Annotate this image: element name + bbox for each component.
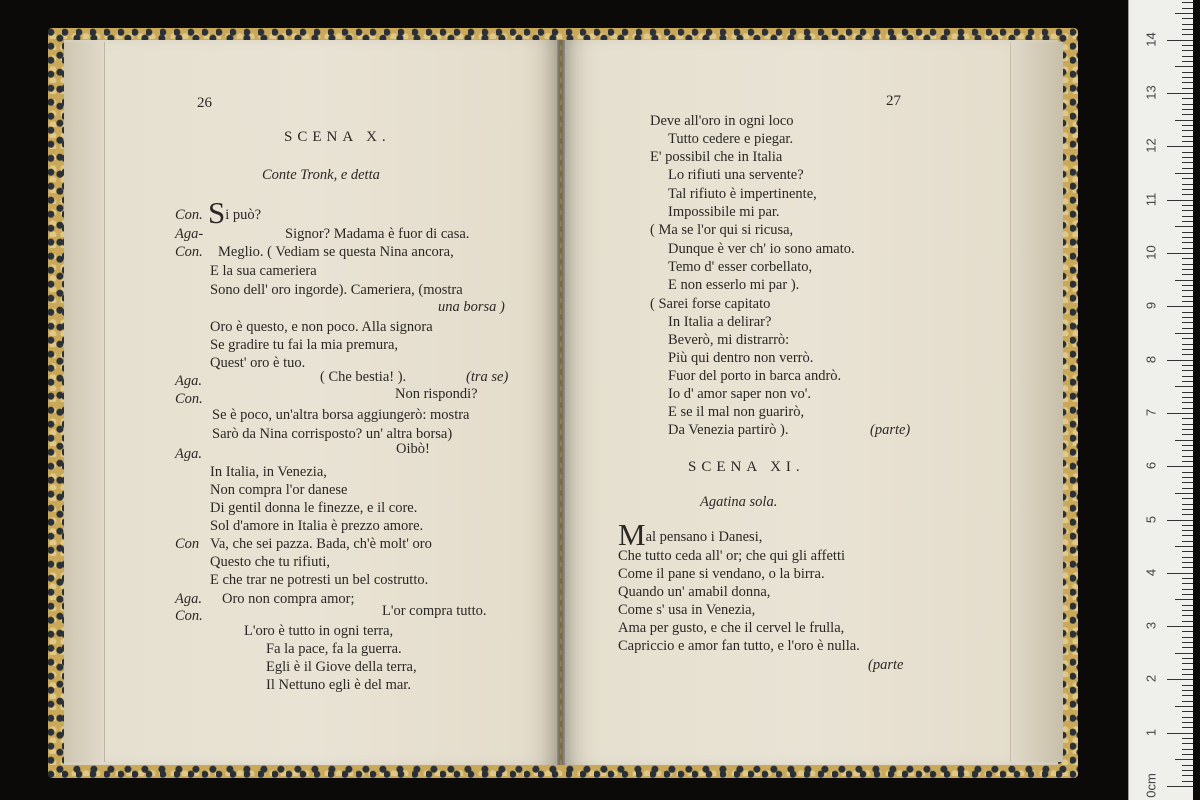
ruler-tick bbox=[1167, 626, 1193, 627]
ruler-tick bbox=[1182, 349, 1193, 350]
ruler-tick bbox=[1182, 77, 1193, 78]
ruler-tick bbox=[1182, 450, 1193, 451]
verse-line: Oibò! bbox=[396, 441, 430, 457]
verse-line: Come il pane si vendano, o la birra. bbox=[618, 566, 825, 582]
ruler-tick bbox=[1182, 738, 1193, 739]
verse-line: Impossibile mi par. bbox=[668, 204, 780, 220]
ruler-tick bbox=[1182, 114, 1193, 115]
ruler-tick bbox=[1182, 45, 1193, 46]
ruler-tick bbox=[1167, 679, 1193, 680]
ruler-number: 0cm bbox=[1143, 773, 1159, 798]
ruler-tick bbox=[1182, 461, 1193, 462]
scene-heading-right: SCENA XI. bbox=[688, 459, 805, 475]
ruler-tick bbox=[1175, 13, 1193, 14]
ruler-tick bbox=[1167, 360, 1193, 361]
ruler-tick bbox=[1182, 498, 1193, 499]
ruler-tick bbox=[1167, 573, 1193, 574]
ruler-tick bbox=[1182, 88, 1193, 89]
speaker-label: Aga. bbox=[175, 446, 202, 462]
verse-line: Fuor del porto in barca andrò. bbox=[668, 368, 842, 384]
verse-line: Tutto cedere e piegar. bbox=[668, 131, 794, 147]
ruler-tick bbox=[1182, 418, 1193, 419]
ruler-tick bbox=[1182, 178, 1193, 179]
ruler-tick bbox=[1182, 205, 1193, 206]
verse-line: Non rispondi? bbox=[395, 386, 478, 402]
verse-line: Oro non compra amor; bbox=[222, 591, 355, 607]
ruler-tick bbox=[1182, 615, 1193, 616]
ruler-tick bbox=[1182, 365, 1193, 366]
ruler-tick bbox=[1182, 631, 1193, 632]
ruler-tick bbox=[1182, 610, 1193, 611]
ruler-tick bbox=[1182, 264, 1193, 265]
ruler-tick bbox=[1175, 173, 1193, 174]
ruler-tick bbox=[1175, 493, 1193, 494]
ruler-tick bbox=[1182, 82, 1193, 83]
ruler-tick bbox=[1182, 194, 1193, 195]
ruler-tick bbox=[1182, 162, 1193, 163]
ruler-tick bbox=[1167, 733, 1193, 734]
verse-line: Temo d' esser corbellato, bbox=[668, 259, 813, 275]
speaker-label: Con. bbox=[175, 608, 203, 624]
ruler-number: 10 bbox=[1143, 245, 1159, 260]
ruler-tick bbox=[1182, 29, 1193, 30]
ruler-tick bbox=[1182, 472, 1193, 473]
ruler-tick bbox=[1182, 237, 1193, 238]
ruler-tick bbox=[1182, 482, 1193, 483]
ruler-tick bbox=[1182, 136, 1193, 137]
measuring-ruler bbox=[1128, 0, 1193, 800]
ruler-tick bbox=[1182, 557, 1193, 558]
ruler-tick bbox=[1182, 354, 1193, 355]
verse-line: Di gentil donna le finezze, e il core. bbox=[210, 500, 418, 516]
ruler-tick bbox=[1182, 781, 1193, 782]
ruler-number: 8 bbox=[1143, 355, 1159, 363]
verse-line: ( Ma se l'or qui si ricusa, bbox=[650, 222, 794, 238]
speaker-label: Con bbox=[175, 536, 200, 552]
ruler-tick bbox=[1182, 2, 1193, 3]
ruler-tick bbox=[1175, 706, 1193, 707]
ruler-tick bbox=[1182, 509, 1193, 510]
verse-line: Fa la pace, fa la guerra. bbox=[266, 641, 402, 657]
ruler-tick bbox=[1182, 285, 1193, 286]
ruler-tick bbox=[1182, 24, 1193, 25]
speaker-label: Aga. bbox=[175, 373, 202, 389]
ruler-tick bbox=[1175, 653, 1193, 654]
ruler-tick bbox=[1175, 386, 1193, 387]
ruler-tick bbox=[1182, 695, 1193, 696]
ruler-tick bbox=[1182, 743, 1193, 744]
verse-line: E che trar ne potresti un bel costrutto. bbox=[210, 572, 429, 588]
ruler-number: 11 bbox=[1143, 192, 1159, 206]
verse-line: Sol d'amore in Italia è prezzo amore. bbox=[210, 518, 424, 534]
scene-subheading-left: Conte Tronk, e detta bbox=[262, 167, 380, 183]
ruler-tick bbox=[1182, 445, 1193, 446]
ruler-tick bbox=[1182, 221, 1193, 222]
ruler-tick bbox=[1182, 488, 1193, 489]
ruler-tick bbox=[1182, 290, 1193, 291]
stage-direction: (tra se) bbox=[466, 369, 509, 385]
ruler-tick bbox=[1182, 157, 1193, 158]
verse-line: Che tutto ceda all' or; che qui gli affetti bbox=[618, 548, 846, 564]
ruler-number: 14 bbox=[1143, 32, 1159, 47]
verse-line: Mal pensano i Danesi, bbox=[618, 517, 763, 552]
ruler-tick bbox=[1182, 621, 1193, 622]
ruler-tick bbox=[1182, 637, 1193, 638]
ruler-tick bbox=[1182, 669, 1193, 670]
ruler-tick bbox=[1175, 333, 1193, 334]
verse-line: In Italia, in Venezia, bbox=[210, 464, 327, 480]
ruler-number: 1 bbox=[1143, 728, 1159, 736]
ruler-tick bbox=[1182, 642, 1193, 643]
ruler-tick bbox=[1182, 109, 1193, 110]
ruler-tick bbox=[1182, 72, 1193, 73]
ruler-tick bbox=[1182, 248, 1193, 249]
ruler-tick bbox=[1182, 258, 1193, 259]
ruler-tick bbox=[1182, 392, 1193, 393]
ruler-tick bbox=[1182, 344, 1193, 345]
ruler-tick bbox=[1182, 658, 1193, 659]
verse-line: Dunque è ver ch' io sono amato. bbox=[668, 241, 855, 257]
ruler-tick bbox=[1182, 328, 1193, 329]
ruler-number: 12 bbox=[1143, 138, 1159, 154]
ruler-tick bbox=[1182, 578, 1193, 579]
verse-line: Questo che tu rifiuti, bbox=[210, 554, 331, 570]
ruler-tick bbox=[1182, 589, 1193, 590]
verse-line: In Italia a delirar? bbox=[668, 314, 772, 330]
ruler-tick bbox=[1182, 722, 1193, 723]
ruler-tick bbox=[1175, 226, 1193, 227]
ruler-number: 3 bbox=[1143, 621, 1159, 630]
ruler-tick bbox=[1182, 216, 1193, 217]
left-page-edges bbox=[64, 42, 105, 762]
ruler-tick bbox=[1182, 397, 1193, 398]
verse-line: Egli è il Giove della terra, bbox=[266, 659, 417, 675]
drop-cap: M bbox=[618, 517, 646, 552]
ruler-tick bbox=[1182, 408, 1193, 409]
ruler-tick bbox=[1182, 685, 1193, 686]
stage-direction: (parte) bbox=[870, 422, 911, 438]
verse-line: Io d' amor saper non vo'. bbox=[668, 386, 811, 402]
verse-line: E' possibil che in Italia bbox=[650, 149, 783, 165]
verse-line: Se gradire tu fai la mia premura, bbox=[210, 337, 399, 353]
ruler-number: 6 bbox=[1143, 462, 1159, 470]
ruler-tick bbox=[1182, 551, 1193, 552]
verse-line: Come s' usa in Venezia, bbox=[618, 602, 756, 618]
ruler-tick bbox=[1182, 18, 1193, 19]
drop-cap: S bbox=[208, 195, 226, 230]
ruler-tick bbox=[1182, 184, 1193, 185]
stage-direction: (parte bbox=[868, 657, 904, 673]
ruler-tick bbox=[1182, 98, 1193, 99]
ruler-tick bbox=[1182, 535, 1193, 536]
speaker-label: Aga- bbox=[175, 226, 204, 242]
speaker-label: Con. bbox=[175, 244, 203, 260]
ruler-number: 13 bbox=[1143, 85, 1159, 100]
speaker-label: Con. bbox=[175, 207, 203, 223]
ruler-tick bbox=[1182, 189, 1193, 190]
ruler-tick bbox=[1182, 296, 1193, 297]
ruler-tick bbox=[1182, 749, 1193, 750]
ruler-tick bbox=[1182, 8, 1193, 9]
ruler-tick bbox=[1167, 466, 1193, 467]
ruler-tick bbox=[1182, 525, 1193, 526]
ruler-tick bbox=[1182, 690, 1193, 691]
ruler-tick bbox=[1167, 520, 1193, 521]
ruler-tick bbox=[1182, 477, 1193, 478]
ruler-tick bbox=[1182, 562, 1193, 563]
ruler-tick bbox=[1182, 727, 1193, 728]
ruler-tick bbox=[1182, 301, 1193, 302]
ruler-tick bbox=[1182, 754, 1193, 755]
ruler-tick bbox=[1182, 381, 1193, 382]
ruler-tick bbox=[1167, 253, 1193, 254]
ruler-tick bbox=[1182, 424, 1193, 425]
ruler-tick bbox=[1182, 312, 1193, 313]
ruler-tick bbox=[1182, 429, 1193, 430]
ruler-tick bbox=[1182, 376, 1193, 377]
stage-direction: una borsa ) bbox=[438, 299, 505, 315]
ruler-tick bbox=[1167, 146, 1193, 147]
scene-heading-left: SCENA X. bbox=[284, 129, 391, 145]
speaker-label: Aga. bbox=[175, 591, 202, 607]
verse-line: ( Sarei forse capitato bbox=[650, 296, 771, 312]
ruler-tick bbox=[1175, 66, 1193, 67]
ruler-number: 9 bbox=[1143, 302, 1159, 310]
ruler-tick bbox=[1175, 546, 1193, 547]
verse-line: Da Venezia partirò ). bbox=[668, 422, 789, 438]
ruler-tick bbox=[1182, 338, 1193, 339]
speaker-label: Con. bbox=[175, 391, 203, 407]
verse-line: Se è poco, un'altra borsa aggiungerò: mostra bbox=[212, 407, 470, 423]
verse-line: Tal rifiuto è impertinente, bbox=[668, 186, 817, 202]
ruler-tick bbox=[1182, 402, 1193, 403]
ruler-tick bbox=[1182, 514, 1193, 515]
ruler-tick bbox=[1182, 61, 1193, 62]
ruler-tick bbox=[1182, 647, 1193, 648]
page-number-right: 27 bbox=[886, 93, 901, 109]
verse-line: Il Nettuno egli è del mar. bbox=[266, 677, 411, 693]
ruler-tick bbox=[1182, 504, 1193, 505]
verse-line: Va, che sei pazza. Bada, ch'è molt' oro bbox=[210, 536, 432, 552]
ruler-tick bbox=[1182, 104, 1193, 105]
verse-line: Ama per gusto, e che il cervel le frulla, bbox=[618, 620, 845, 636]
ruler-tick bbox=[1182, 168, 1193, 169]
ruler-number: 2 bbox=[1143, 675, 1159, 683]
ruler-tick bbox=[1182, 674, 1193, 675]
verse-line: L'or compra tutto. bbox=[382, 603, 487, 619]
verse-line: E non esserlo mi par ). bbox=[668, 277, 800, 293]
ruler-tick bbox=[1182, 456, 1193, 457]
verse-line: Si può? bbox=[208, 195, 262, 230]
verse-line: Sarò da Nina corrisposto? un' altra borsa) bbox=[212, 426, 453, 442]
verse-line: Beverò, mi distrarrò: bbox=[668, 332, 790, 348]
ruler-tick bbox=[1182, 583, 1193, 584]
ruler-tick bbox=[1182, 530, 1193, 531]
verse-line: Sono dell' oro ingorde). Cameriera, (mostra bbox=[210, 282, 463, 298]
ruler-tick bbox=[1182, 34, 1193, 35]
verse-line: Lo rifiuti una servente? bbox=[668, 167, 804, 183]
verse-line: Più qui dentro non verrò. bbox=[668, 350, 814, 366]
ruler-tick bbox=[1175, 440, 1193, 441]
verse-line: ( Che bestia! ). bbox=[320, 369, 407, 385]
ruler-tick bbox=[1182, 242, 1193, 243]
ruler-tick bbox=[1182, 130, 1193, 131]
ruler-tick bbox=[1182, 370, 1193, 371]
ruler-tick bbox=[1182, 770, 1193, 771]
ruler-tick bbox=[1175, 599, 1193, 600]
ruler-tick bbox=[1182, 434, 1193, 435]
ruler-tick bbox=[1175, 120, 1193, 121]
scene-subheading-right: Agatina sola. bbox=[700, 494, 778, 510]
ruler-tick bbox=[1182, 210, 1193, 211]
verse-line: Non compra l'or danese bbox=[210, 482, 348, 498]
verse-line: Quest' oro è tuo. bbox=[210, 355, 306, 371]
ruler-tick bbox=[1182, 717, 1193, 718]
ruler-tick bbox=[1182, 322, 1193, 323]
verse-line: L'oro è tutto in ogni terra, bbox=[244, 623, 394, 639]
verse-line: E se il mal non guarirò, bbox=[668, 404, 805, 420]
verse-line: E la sua cameriera bbox=[210, 263, 317, 279]
ruler-tick bbox=[1167, 40, 1193, 41]
ruler-tick bbox=[1175, 280, 1193, 281]
ruler-tick bbox=[1182, 141, 1193, 142]
page-number-left: 26 bbox=[197, 95, 212, 111]
ruler-tick bbox=[1182, 274, 1193, 275]
ruler-tick bbox=[1182, 56, 1193, 57]
verse-line: Meglio. ( Vediam se questa Nina ancora, bbox=[218, 244, 454, 260]
ruler-tick bbox=[1182, 775, 1193, 776]
ruler-tick bbox=[1167, 786, 1193, 787]
ruler-tick bbox=[1182, 232, 1193, 233]
verse-line: Signor? Madama è fuor di casa. bbox=[285, 226, 470, 242]
ruler-tick bbox=[1182, 765, 1193, 766]
ruler-tick bbox=[1182, 711, 1193, 712]
verse-line: Quando un' amabil donna, bbox=[618, 584, 771, 600]
ruler-tick bbox=[1182, 317, 1193, 318]
ruler-tick bbox=[1167, 93, 1193, 94]
ruler-tick bbox=[1167, 200, 1193, 201]
ruler-tick bbox=[1182, 125, 1193, 126]
ruler-number: 4 bbox=[1143, 568, 1159, 576]
verse-line: Capriccio e amor fan tutto, e l'oro è nulla. bbox=[618, 638, 860, 654]
ruler-tick bbox=[1182, 269, 1193, 270]
ruler-tick bbox=[1167, 413, 1193, 414]
verse-line: Oro è questo, e non poco. Alla signora bbox=[210, 319, 433, 335]
verse-line: Deve all'oro in ogni loco bbox=[650, 113, 794, 129]
book-gutter bbox=[557, 40, 565, 765]
ruler-tick bbox=[1175, 759, 1193, 760]
ruler-tick bbox=[1182, 701, 1193, 702]
ruler-tick bbox=[1167, 306, 1193, 307]
ruler-tick bbox=[1182, 663, 1193, 664]
ruler-tick bbox=[1182, 50, 1193, 51]
ruler-tick bbox=[1182, 594, 1193, 595]
ruler-number: 5 bbox=[1143, 515, 1159, 523]
right-page-edges bbox=[1010, 42, 1063, 762]
ruler-tick bbox=[1182, 541, 1193, 542]
ruler-tick bbox=[1182, 152, 1193, 153]
ruler-tick bbox=[1182, 567, 1193, 568]
ruler-number: 7 bbox=[1143, 408, 1159, 417]
ruler-tick bbox=[1182, 605, 1193, 606]
